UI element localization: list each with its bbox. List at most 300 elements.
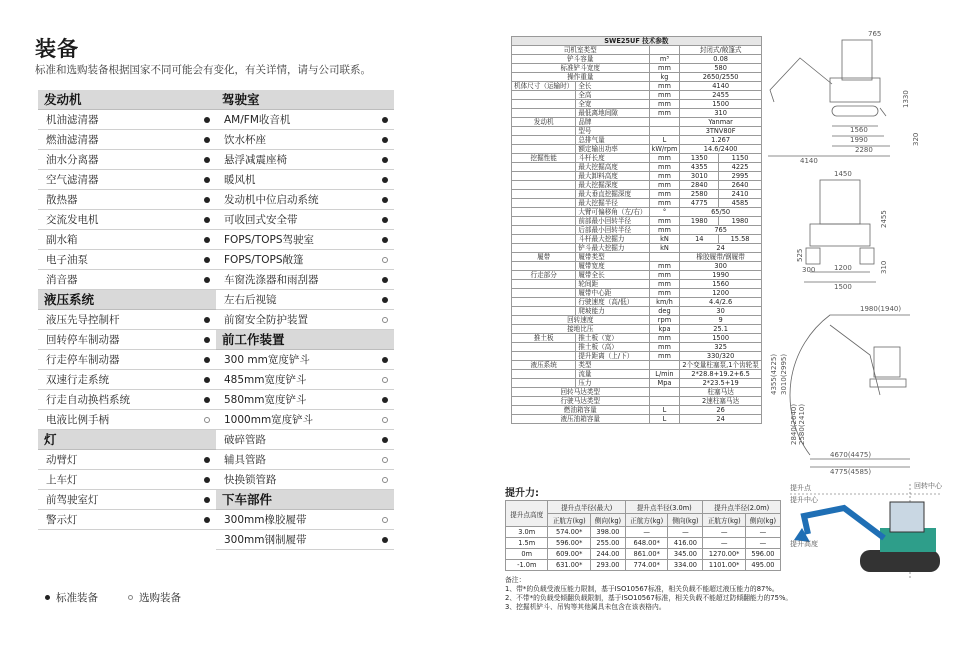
equipment-label: 行走停车制动器 bbox=[46, 354, 120, 366]
equipment-row bbox=[38, 230, 216, 250]
optional-dot-icon bbox=[382, 477, 388, 483]
lift-cell: — bbox=[703, 538, 745, 549]
standard-dot-icon bbox=[204, 237, 210, 243]
spec-cell-cat: 行驶马达类型 bbox=[512, 397, 650, 406]
equipment-label: 行走自动换档系统 bbox=[46, 394, 130, 406]
spec-cell-v1: 30 bbox=[680, 307, 761, 316]
spec-cell-v2: 1150 bbox=[719, 154, 762, 163]
equipment-label: 辅具管路 bbox=[224, 454, 266, 466]
equipment-label: 前窗安全防护装置 bbox=[224, 314, 308, 326]
lift-sub-front: 正航方(kg) bbox=[548, 514, 590, 527]
spec-cell-sub: 总排气量 bbox=[576, 136, 649, 145]
dim-1330: 1330 bbox=[902, 90, 910, 108]
spec-row bbox=[512, 280, 762, 289]
spec-row bbox=[512, 298, 762, 307]
spec-cell-sub: 全宽 bbox=[576, 100, 649, 109]
spec-row bbox=[512, 244, 762, 253]
spec-cell-v1: 4.4/2.6 bbox=[680, 298, 761, 307]
dim-1500: 1500 bbox=[834, 283, 852, 291]
standard-dot-icon bbox=[382, 117, 388, 123]
spec-row bbox=[512, 109, 762, 118]
spec-cell-cat bbox=[512, 262, 576, 271]
spec-cell-unit: mm bbox=[649, 262, 680, 271]
spec-cell-v1: 580 bbox=[680, 64, 761, 73]
equipment-row bbox=[216, 310, 394, 330]
equipment-label: 485mm宽度铲斗 bbox=[224, 374, 307, 386]
spec-cell-sub: 履带全长 bbox=[576, 271, 649, 280]
lift-cell: 861.00* bbox=[625, 549, 667, 560]
spec-cell-v1: 2580 bbox=[680, 190, 719, 199]
spec-row bbox=[512, 352, 762, 361]
spec-cell-v1: 2*28.8+19.2+6.5 bbox=[680, 370, 761, 379]
standard-dot-icon bbox=[204, 517, 210, 523]
spec-cell-unit: mm bbox=[649, 343, 680, 352]
spec-cell-cat: 发动机 bbox=[512, 118, 576, 127]
notes bbox=[505, 576, 805, 612]
spec-cell-sub: 最低离地间隙 bbox=[576, 109, 649, 118]
spec-cell-cat bbox=[512, 127, 576, 136]
spec-row bbox=[512, 91, 762, 100]
spec-cell-sub: 最大挖掘高度 bbox=[576, 163, 649, 172]
spec-cell-v1: 4140 bbox=[680, 82, 761, 91]
spec-row bbox=[512, 253, 762, 262]
side-boom-shape bbox=[770, 58, 832, 102]
lift-cab-shape bbox=[890, 502, 924, 532]
spec-cell-cat bbox=[512, 91, 576, 100]
spec-cell-unit: mm bbox=[649, 217, 680, 226]
spec-row bbox=[512, 397, 762, 406]
spec-cell-v1: 1500 bbox=[680, 100, 761, 109]
spec-cell-cat bbox=[512, 109, 576, 118]
spec-table-title: SWE25UF 技术参数 bbox=[512, 37, 762, 46]
section-header: 驾驶室 bbox=[216, 90, 394, 110]
standard-dot-icon bbox=[382, 437, 388, 443]
standard-dot-icon bbox=[204, 177, 210, 183]
spec-cell-sub: 最大挖掘深度 bbox=[576, 181, 649, 190]
spec-cell-v2: 2410 bbox=[719, 190, 762, 199]
dim-2455: 2455 bbox=[880, 210, 888, 228]
standard-dot-icon bbox=[45, 595, 50, 600]
spec-row bbox=[512, 235, 762, 244]
spec-cell-v2: 4585 bbox=[719, 199, 762, 208]
section-header: 前工作装置 bbox=[216, 330, 394, 350]
spec-row bbox=[512, 262, 762, 271]
spec-cell-cat bbox=[512, 235, 576, 244]
lift-track-shape bbox=[860, 550, 940, 572]
spec-cell-v1: 14.6/2400 bbox=[680, 145, 761, 154]
spec-cell-sub: 压力 bbox=[576, 379, 649, 388]
spec-cell-v2: 4225 bbox=[719, 163, 762, 172]
lift-cell: — bbox=[668, 527, 703, 538]
standard-dot-icon bbox=[204, 277, 210, 283]
equipment-row bbox=[216, 510, 394, 530]
front-right-track bbox=[860, 248, 874, 264]
spec-cell-unit: kpa bbox=[649, 325, 680, 334]
equipment-row bbox=[38, 490, 216, 510]
equipment-row bbox=[216, 170, 394, 190]
note-3: 3、挖掘机铲斗、吊钩等其他属具未包含在该表格内。 bbox=[505, 603, 666, 611]
lift-header-2m: 提升点半径(2.0m) bbox=[703, 501, 781, 514]
dim-h3010: 3010(2995) bbox=[780, 353, 788, 395]
equipment-row bbox=[38, 330, 216, 350]
spec-cell-sub: 斗杆最大挖掘力 bbox=[576, 235, 649, 244]
spec-cell-unit: L bbox=[649, 406, 680, 415]
standard-dot-icon bbox=[382, 157, 388, 163]
spec-row bbox=[512, 172, 762, 181]
reach-boom-shape bbox=[830, 325, 880, 395]
spec-cell-sub: 品牌 bbox=[576, 118, 649, 127]
dim-r4670: 4670(4475) bbox=[830, 451, 872, 459]
standard-dot-icon bbox=[204, 117, 210, 123]
dim-r1980: 1980(1940) bbox=[860, 305, 902, 313]
reach-cab-shape bbox=[874, 347, 900, 377]
equipment-row bbox=[38, 450, 216, 470]
spec-cell-v1: 2速柱塞马达 bbox=[680, 397, 761, 406]
spec-row bbox=[512, 415, 762, 424]
spec-cell-cat bbox=[512, 244, 576, 253]
lift-row bbox=[506, 538, 781, 549]
equipment-label: FOPS/TOPS驾驶室 bbox=[224, 234, 315, 246]
spec-cell-unit bbox=[649, 127, 680, 136]
dim-d2840: 2840(2640) bbox=[790, 403, 798, 445]
page-subtitle: 标准和选购装备根据国家不同可能会有变化，有关详情，请与公司联系。 bbox=[35, 64, 371, 76]
spec-cell-v1: 4775 bbox=[680, 199, 719, 208]
lift-cell: 596.00* bbox=[548, 538, 590, 549]
spec-cell-cat bbox=[512, 181, 576, 190]
standard-dot-icon bbox=[382, 177, 388, 183]
standard-dot-icon bbox=[382, 397, 388, 403]
spec-cell-v1: 2840 bbox=[680, 181, 719, 190]
lift-sub-front: 正航方(kg) bbox=[625, 514, 667, 527]
dim-4140: 4140 bbox=[800, 157, 818, 165]
spec-cell-v2: 2995 bbox=[719, 172, 762, 181]
spec-cell-v1: 1350 bbox=[680, 154, 719, 163]
equipment-row bbox=[38, 190, 216, 210]
spec-row bbox=[512, 334, 762, 343]
spec-cell-sub: 最大垂直挖掘深度 bbox=[576, 190, 649, 199]
equipment-row bbox=[38, 170, 216, 190]
standard-dot-icon bbox=[204, 497, 210, 503]
spec-cell-cat bbox=[512, 343, 576, 352]
equipment-label: 液压先导控制杆 bbox=[46, 314, 120, 326]
equipment-row bbox=[38, 210, 216, 230]
spec-cell-cat: 履带 bbox=[512, 253, 576, 262]
equipment-label: 动臂灯 bbox=[46, 454, 78, 466]
standard-dot-icon bbox=[382, 137, 388, 143]
spec-cell-cat bbox=[512, 172, 576, 181]
reach-arc-shape bbox=[790, 315, 910, 455]
spec-cell-sub: 最大卸料高度 bbox=[576, 172, 649, 181]
standard-dot-icon bbox=[382, 357, 388, 363]
spec-cell-cat bbox=[512, 352, 576, 361]
spec-row bbox=[512, 55, 762, 64]
equipment-label: 发动机中位启动系统 bbox=[224, 194, 319, 206]
lift-cell: 1270.00* bbox=[703, 549, 745, 560]
equipment-row bbox=[38, 410, 216, 430]
optional-dot-icon bbox=[382, 317, 388, 323]
dim-d2580: 2580(2410) bbox=[798, 403, 806, 445]
standard-dot-icon bbox=[204, 317, 210, 323]
spec-table bbox=[511, 36, 762, 424]
side-body-shape bbox=[830, 78, 880, 102]
spec-cell-v1: 65/50 bbox=[680, 208, 761, 217]
spec-cell-sub: 行驶速度（高/低） bbox=[576, 298, 649, 307]
spec-cell-cat: 液压油箱容量 bbox=[512, 415, 650, 424]
legend-optional: 选购装备 bbox=[139, 592, 181, 604]
equipment-label: 破碎管路 bbox=[224, 434, 266, 446]
standard-dot-icon bbox=[204, 197, 210, 203]
side-track-shape bbox=[832, 106, 878, 116]
optional-dot-icon bbox=[382, 257, 388, 263]
equipment-label: 左右后视镜 bbox=[224, 294, 277, 306]
spec-cell-unit bbox=[649, 361, 680, 370]
spec-cell-cat bbox=[512, 298, 576, 307]
spec-cell-sub: 提升距离（上/下） bbox=[576, 352, 649, 361]
spec-row bbox=[512, 118, 762, 127]
spec-cell-sub: 前部最小回转半径 bbox=[576, 217, 649, 226]
spec-cell-unit: Mpa bbox=[649, 379, 680, 388]
spec-cell-cat bbox=[512, 136, 576, 145]
spec-cell-unit: mm bbox=[649, 280, 680, 289]
spec-cell-v1: 橡胶履带/钢履带 bbox=[680, 253, 761, 262]
equipment-label: 前驾驶室灯 bbox=[46, 494, 99, 506]
lift-row bbox=[506, 527, 781, 538]
spec-cell-unit: deg bbox=[649, 307, 680, 316]
spec-cell-v1: 25.1 bbox=[680, 325, 761, 334]
lift-label-center: 提升中心 bbox=[790, 496, 818, 504]
spec-cell-unit: mm bbox=[649, 163, 680, 172]
dim-2280: 2280 bbox=[855, 146, 873, 154]
spec-cell-v1: 300 bbox=[680, 262, 761, 271]
lift-cell: 398.00 bbox=[590, 527, 625, 538]
equipment-row bbox=[38, 510, 216, 530]
equipment-label: 警示灯 bbox=[46, 514, 78, 526]
dim-310: 310 bbox=[880, 260, 888, 274]
spec-cell-v1: 24 bbox=[680, 415, 761, 424]
equipment-label: 悬浮减震座椅 bbox=[224, 154, 287, 166]
spec-cell-unit: L bbox=[649, 415, 680, 424]
notes-head: 备注： bbox=[505, 576, 526, 584]
equipment-row bbox=[38, 370, 216, 390]
spec-cell-sub: 后部最小回转半径 bbox=[576, 226, 649, 235]
equipment-row bbox=[216, 150, 394, 170]
side-cab-shape bbox=[842, 40, 872, 80]
spec-row bbox=[512, 181, 762, 190]
reach-drawing bbox=[770, 295, 930, 475]
spec-cell-cat bbox=[512, 199, 576, 208]
spec-cell-sub: 全长 bbox=[576, 82, 649, 91]
equipment-row bbox=[38, 130, 216, 150]
equipment-label: 可收回式安全带 bbox=[224, 214, 298, 226]
spec-cell-sub: 流量 bbox=[576, 370, 649, 379]
spec-cell-cat: 铲斗容量 bbox=[512, 55, 650, 64]
lift-cell: -1.0m bbox=[506, 560, 548, 571]
lift-cell: 1101.00* bbox=[703, 560, 745, 571]
spec-cell-cat: 推土板 bbox=[512, 334, 576, 343]
spec-cell-unit: m³ bbox=[649, 55, 680, 64]
spec-cell-sub: 大臂可偏移角（左/右） bbox=[576, 208, 649, 217]
lift-cell: 345.00 bbox=[668, 549, 703, 560]
spec-row bbox=[512, 289, 762, 298]
spec-cell-unit: rpm bbox=[649, 316, 680, 325]
equipment-label: 300mm钢制履带 bbox=[224, 534, 307, 546]
equipment-label: 空气滤清器 bbox=[46, 174, 99, 186]
front-view-drawing bbox=[790, 168, 910, 292]
lift-cell: — bbox=[745, 527, 780, 538]
lift-row bbox=[506, 549, 781, 560]
spec-cell-cat bbox=[512, 289, 576, 298]
spec-cell-cat bbox=[512, 208, 576, 217]
lift-cell: 774.00* bbox=[625, 560, 667, 571]
spec-cell-v1: 0.08 bbox=[680, 55, 761, 64]
lift-header-height: 提升点高度 bbox=[506, 501, 548, 527]
spec-cell-unit: mm bbox=[649, 334, 680, 343]
spec-cell-cat bbox=[512, 163, 576, 172]
optional-dot-icon bbox=[382, 377, 388, 383]
equipment-legend bbox=[45, 590, 181, 605]
spec-cell-unit: kg bbox=[649, 73, 680, 82]
spec-cell-cat: 回转速度 bbox=[512, 316, 650, 325]
spec-cell-cat: 标准铲斗宽度 bbox=[512, 64, 650, 73]
spec-cell-unit bbox=[649, 388, 680, 397]
lift-label-point: 提升点 bbox=[790, 484, 811, 492]
dim-300: 300 bbox=[802, 266, 816, 274]
spec-cell-unit bbox=[649, 397, 680, 406]
spec-cell-unit: kN bbox=[649, 235, 680, 244]
standard-dot-icon bbox=[204, 477, 210, 483]
equipment-row bbox=[38, 110, 216, 130]
spec-cell-unit: mm bbox=[649, 271, 680, 280]
spec-cell-cat bbox=[512, 145, 576, 154]
spec-row bbox=[512, 307, 762, 316]
spec-row bbox=[512, 46, 762, 55]
lift-table bbox=[505, 500, 781, 571]
front-left-track bbox=[806, 248, 820, 264]
spec-cell-unit: mm bbox=[649, 154, 680, 163]
optional-dot-icon bbox=[128, 595, 133, 600]
spec-cell-sub: 斗杆长度 bbox=[576, 154, 649, 163]
spec-cell-v1: 9 bbox=[680, 316, 761, 325]
spec-cell-cat bbox=[512, 100, 576, 109]
section-header: 下车部件 bbox=[216, 490, 394, 510]
spec-cell-sub: 型号 bbox=[576, 127, 649, 136]
spec-cell-unit: kN bbox=[649, 244, 680, 253]
equipment-label: 交流发电机 bbox=[46, 214, 99, 226]
lift-cell: 631.00* bbox=[548, 560, 590, 571]
standard-dot-icon bbox=[382, 237, 388, 243]
spec-cell-v1: 1.267 bbox=[680, 136, 761, 145]
standard-dot-icon bbox=[204, 357, 210, 363]
spec-cell-unit bbox=[649, 253, 680, 262]
spec-cell-cat: 接地比压 bbox=[512, 325, 650, 334]
spec-cell-unit: kW/rpm bbox=[649, 145, 680, 154]
spec-cell-v1: 2*23.5+19 bbox=[680, 379, 761, 388]
equipment-column-2 bbox=[216, 90, 394, 550]
spec-cell-sub: 类型 bbox=[576, 361, 649, 370]
spec-cell-unit: mm bbox=[649, 91, 680, 100]
equipment-row bbox=[38, 310, 216, 330]
equipment-label: 回转停车制动器 bbox=[46, 334, 120, 346]
section-header: 发动机 bbox=[38, 90, 216, 110]
note-2: 2、不带*的负载受倾翻负载限制，基于ISO10567标准，相关负载不能超过防倾翻能力的75%。 bbox=[505, 594, 793, 602]
spec-cell-unit: L bbox=[649, 136, 680, 145]
front-body-shape bbox=[810, 224, 870, 246]
spec-cell-unit: mm bbox=[649, 64, 680, 73]
lift-label-rotation: 回转中心 bbox=[914, 482, 942, 490]
equipment-row bbox=[216, 370, 394, 390]
equipment-label: 散热器 bbox=[46, 194, 78, 206]
equipment-row bbox=[38, 250, 216, 270]
spec-cell-unit: mm bbox=[649, 289, 680, 298]
spec-cell-sub: 履带中心距 bbox=[576, 289, 649, 298]
spec-cell-v1: 310 bbox=[680, 109, 761, 118]
equipment-row bbox=[216, 130, 394, 150]
spec-cell-v1: 3010 bbox=[680, 172, 719, 181]
dim-1200: 1200 bbox=[834, 264, 852, 272]
spec-row bbox=[512, 325, 762, 334]
spec-cell-unit bbox=[649, 46, 680, 55]
spec-cell-cat bbox=[512, 379, 576, 388]
equipment-label: 1000mm宽度铲斗 bbox=[224, 414, 314, 426]
page-title: 装备 bbox=[35, 37, 79, 61]
equipment-label: 580mm宽度铲斗 bbox=[224, 394, 307, 406]
equipment-row bbox=[216, 430, 394, 450]
spec-cell-v1: 3TNV80F bbox=[680, 127, 761, 136]
section-header: 灯 bbox=[38, 430, 216, 450]
spec-row bbox=[512, 379, 762, 388]
equipment-row bbox=[38, 470, 216, 490]
lift-boom-shape bbox=[804, 508, 884, 538]
spec-cell-sub: 额定输出功率 bbox=[576, 145, 649, 154]
lift-cell: 596.00 bbox=[745, 549, 780, 560]
spec-cell-v1: 14 bbox=[680, 235, 719, 244]
spec-cell-v1: 4355 bbox=[680, 163, 719, 172]
spec-cell-cat: 液压系统 bbox=[512, 361, 576, 370]
dim-1450: 1450 bbox=[834, 170, 852, 178]
equipment-row bbox=[38, 390, 216, 410]
dim-1560: 1560 bbox=[850, 126, 868, 134]
spec-cell-v1: 765 bbox=[680, 226, 761, 235]
equipment-row bbox=[216, 230, 394, 250]
spec-cell-v1: 1980 bbox=[680, 217, 719, 226]
lift-cell: 3.0m bbox=[506, 527, 548, 538]
spec-cell-cat bbox=[512, 280, 576, 289]
equipment-label: 消音器 bbox=[46, 274, 78, 286]
spec-row bbox=[512, 226, 762, 235]
lift-sub-side: 侧向(kg) bbox=[590, 514, 625, 527]
note-1: 1、带*的负载受液压能力限制，基于ISO10567标准，相关负载不能超过液压能力的87%。 bbox=[505, 585, 779, 593]
spec-row bbox=[512, 136, 762, 145]
equipment-column-1 bbox=[38, 90, 216, 530]
spec-row bbox=[512, 190, 762, 199]
lift-cell: — bbox=[703, 527, 745, 538]
equipment-row bbox=[216, 450, 394, 470]
equipment-row bbox=[216, 270, 394, 290]
equipment-row bbox=[38, 270, 216, 290]
reach-track-shape bbox=[870, 379, 906, 387]
lift-title: 提升力: bbox=[505, 488, 539, 499]
lift-cell: 244.00 bbox=[590, 549, 625, 560]
spec-row bbox=[512, 100, 762, 109]
standard-dot-icon bbox=[204, 377, 210, 383]
standard-dot-icon bbox=[204, 257, 210, 263]
standard-dot-icon bbox=[204, 397, 210, 403]
spec-cell-v1: 柱塞马达 bbox=[680, 388, 761, 397]
optional-dot-icon bbox=[382, 457, 388, 463]
spec-cell-unit: mm bbox=[649, 82, 680, 91]
legend-standard: 标准装备 bbox=[56, 592, 98, 604]
spec-cell-v2: 1980 bbox=[719, 217, 762, 226]
